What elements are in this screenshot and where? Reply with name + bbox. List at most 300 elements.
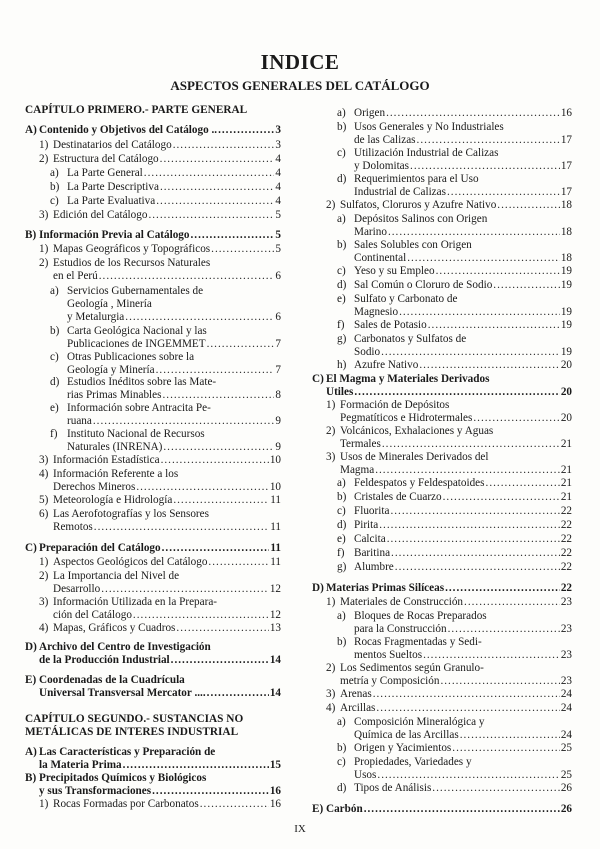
dot-leader xyxy=(156,195,274,208)
entry-title-line xyxy=(39,785,281,798)
page-ref: 19 xyxy=(560,319,572,331)
dot-leader xyxy=(440,675,559,688)
page-ref: 26 xyxy=(560,803,572,815)
entry-title-cont: Usos de Minerales Derivados del xyxy=(340,451,489,463)
dot-leader xyxy=(473,412,559,425)
entry-title-cont: Coordenadas de la Cuadrícula xyxy=(39,674,185,686)
entry-title-line xyxy=(39,654,281,667)
dot-leader xyxy=(208,556,269,569)
entry-title-cont: Depósitos Salinos con Origen xyxy=(354,213,488,225)
entry-label: c) xyxy=(50,195,59,207)
entry-title-line xyxy=(67,181,281,194)
entry-label: 4) xyxy=(39,622,49,634)
page-ref: 9 xyxy=(275,415,281,428)
entry-title-line xyxy=(39,759,281,772)
entry-label: D) xyxy=(312,582,324,594)
entry-label: d) xyxy=(337,173,347,185)
entry-title: Fluorita xyxy=(354,505,390,517)
entry-label: 2) xyxy=(326,199,336,211)
page-ref: 22 xyxy=(560,519,572,531)
dot-leader xyxy=(207,338,275,351)
dot-leader xyxy=(191,229,275,242)
entry-title: ción del Catálogo xyxy=(53,609,132,622)
dot-leader xyxy=(152,785,269,798)
entry-title: Aspectos Geológicos del Catálogo xyxy=(53,556,208,568)
entry-title-line xyxy=(354,107,572,120)
entry-title-line xyxy=(340,688,572,701)
dot-leader xyxy=(364,803,560,816)
dot-leader xyxy=(160,153,275,166)
page-ref: 22 xyxy=(560,533,572,545)
entry-title-cont: Las Aerofotografías y los Sensores xyxy=(53,508,209,520)
dot-leader xyxy=(493,279,560,292)
entry-title-cont: Carta Geológica Nacional y las xyxy=(67,325,207,337)
entry-title-cont: Usos Generales y No Industriales xyxy=(354,121,504,133)
entry-title: de la Producción Industrial xyxy=(39,654,170,667)
page-ref: 20 xyxy=(560,359,572,371)
entry-title-cont: Información Referente a los xyxy=(53,468,179,480)
dot-leader xyxy=(162,389,274,402)
entry-title-cont: Composición Mineralógica y xyxy=(354,716,485,728)
page-ref: 12 xyxy=(269,609,281,622)
dot-leader xyxy=(133,609,269,622)
entry-title-line xyxy=(67,195,281,208)
entry-title: Universal Transversal Mercator .... xyxy=(39,687,206,700)
entry-title: La Parte Evaluativa xyxy=(67,195,156,207)
page-ref: 11 xyxy=(270,556,281,568)
entry-title: Sodio xyxy=(354,346,381,359)
entry-title: Calcita xyxy=(354,533,386,545)
chapter-heading: CAPÍTULO SEGUNDO.- SUSTANCIAS NO xyxy=(25,713,244,725)
entry-label: f) xyxy=(337,319,345,331)
entry-title-cont: Archivo del Centro de Investigación xyxy=(39,641,211,653)
entry-label: 2) xyxy=(39,257,49,269)
entry-title: mentos Sueltos xyxy=(354,649,423,662)
entry-title-line xyxy=(53,583,281,596)
entry-label: 2) xyxy=(39,570,49,582)
page-ref: 11 xyxy=(270,494,281,506)
entry-title: Estructura del Catálogo xyxy=(53,153,159,165)
entry-title: Continental xyxy=(354,252,407,265)
entry-title-cont: Servicios Gubernamentales de xyxy=(67,285,204,297)
entry-title: de las Calizas xyxy=(354,134,416,147)
page-ref: 11 xyxy=(270,542,281,554)
page-ref: 10 xyxy=(269,454,281,466)
entry-label: b) xyxy=(337,742,347,754)
dot-leader xyxy=(390,505,559,518)
entry-title: Naturales (INRENA) xyxy=(67,441,163,454)
dot-leader xyxy=(163,441,274,454)
entry-title: Información Estadística xyxy=(53,454,160,466)
entry-label: C) xyxy=(25,542,37,554)
entry-title: Azufre Nativo xyxy=(354,359,419,371)
dot-leader xyxy=(410,160,560,173)
page-ref: 16 xyxy=(269,785,281,798)
entry-title-cont: El Magma y Materiales Derivados xyxy=(326,373,490,385)
entry-title: Yeso y su Empleo xyxy=(354,265,435,277)
entry-title: Magma xyxy=(340,464,375,477)
entry-label: a) xyxy=(50,167,59,179)
entry-title-line xyxy=(354,186,572,199)
page-ref: 5 xyxy=(275,229,281,241)
entry-label: c) xyxy=(337,147,346,159)
entry-title-line xyxy=(53,494,281,507)
page-subtitle: ASPECTOS GENERALES DEL CATÁLOGO xyxy=(170,78,430,93)
entry-title: Usos xyxy=(354,769,377,782)
entry-label: a) xyxy=(50,285,59,297)
dot-leader xyxy=(376,702,559,715)
entry-label: 1) xyxy=(39,139,49,151)
page-ref: 15 xyxy=(269,759,281,772)
entry-title-line xyxy=(53,609,281,622)
entry-title: Magnesio xyxy=(354,306,399,319)
entry-title: Materias Primas Silíceas xyxy=(326,582,445,594)
page-ref: 4 xyxy=(275,167,281,179)
entry-title: Edición del Catálogo xyxy=(53,209,148,221)
dot-leader xyxy=(354,386,559,399)
page-ref: 24 xyxy=(560,702,572,714)
entry-label: a) xyxy=(337,610,346,622)
dot-leader xyxy=(379,519,560,532)
entry-label: 1) xyxy=(39,243,49,255)
page-ref: 20 xyxy=(560,386,572,399)
entry-title: en el Perú xyxy=(53,270,98,283)
entry-title-cont: Estudios Inéditos sobre las Mate- xyxy=(67,376,217,388)
page-title: INDICE xyxy=(260,50,340,74)
entry-title-line xyxy=(340,596,572,609)
dot-leader xyxy=(373,688,560,701)
entry-title: Remotos xyxy=(53,521,93,534)
entry-title-line xyxy=(67,338,281,351)
entry-title: rias Primas Minables xyxy=(67,389,162,402)
entry-title-line xyxy=(354,346,572,359)
page-ref: 8 xyxy=(275,389,281,402)
entry-title-line xyxy=(53,622,281,635)
page-ref: 5 xyxy=(275,243,281,255)
page-ref: 19 xyxy=(560,346,572,359)
entry-title-line xyxy=(354,547,572,560)
dot-leader xyxy=(386,107,560,120)
entry-title: Origen y Yacimientos xyxy=(354,742,452,754)
dot-leader xyxy=(162,542,270,555)
entry-title-line xyxy=(39,124,281,137)
page-ref: 25 xyxy=(560,769,572,782)
entry-title: Mapas, Gráficos y Cuadros xyxy=(53,622,176,634)
dot-leader xyxy=(161,454,269,467)
entry-title-line xyxy=(354,477,572,490)
entry-label: 4) xyxy=(326,702,336,714)
entry-title: Meteorología e Hidrología xyxy=(53,494,173,506)
page-ref: 7 xyxy=(275,338,281,351)
entry-label: e) xyxy=(337,533,346,545)
chapter-heading: METÁLICAS DE INTERES INDUSTRIAL xyxy=(25,726,239,738)
entry-title: Baritina xyxy=(354,547,391,559)
page-ref: 21 xyxy=(560,464,572,477)
entry-title-line xyxy=(354,533,572,546)
entry-title: Tipos de Análisis xyxy=(354,782,432,794)
dot-leader xyxy=(136,481,268,494)
page-ref: 5 xyxy=(275,209,281,221)
entry-label: 2) xyxy=(326,425,336,437)
entry-label: d) xyxy=(337,782,347,794)
page-ref: 18 xyxy=(560,226,572,239)
entry-title: metría y Composición xyxy=(340,675,440,688)
dot-leader xyxy=(447,186,560,199)
entry-title: ruana xyxy=(67,415,92,428)
entry-title: y Metalurgia xyxy=(67,311,125,324)
entry-label: b) xyxy=(50,325,60,337)
entry-title: y Dolomitas xyxy=(354,160,410,173)
page-ref: 17 xyxy=(560,160,572,173)
entry-title-line xyxy=(354,491,572,504)
page-ref: 6 xyxy=(275,270,281,283)
entry-label: b) xyxy=(337,239,347,251)
entry-title: Destinatarios del Catálogo xyxy=(53,139,172,151)
entry-label: 1) xyxy=(326,399,336,411)
entry-title: Derechos Mineros xyxy=(53,481,136,494)
entry-title-line xyxy=(53,556,281,569)
page-ref: 23 xyxy=(560,623,572,636)
entry-label: 3) xyxy=(326,451,336,463)
page-ref: 17 xyxy=(560,186,572,199)
entry-title-line xyxy=(340,675,572,688)
page-ref: 25 xyxy=(560,742,572,754)
entry-title: Publicaciones de INGEMMET xyxy=(67,338,206,351)
entry-title: Alumbre xyxy=(354,561,394,573)
entry-title-line xyxy=(354,729,572,742)
page-ref: 4 xyxy=(275,195,281,207)
page-ref: 18 xyxy=(560,199,572,211)
dot-leader xyxy=(381,346,560,359)
dot-leader xyxy=(448,623,560,636)
entry-title-line xyxy=(67,311,281,324)
entry-label: d) xyxy=(337,279,347,291)
dot-leader xyxy=(375,464,560,477)
entry-title-line xyxy=(326,803,572,816)
page-ref: 24 xyxy=(560,729,572,742)
entry-label: a) xyxy=(337,716,346,728)
page-ref: 21 xyxy=(560,491,572,503)
dot-leader xyxy=(432,782,560,795)
entry-label: E) xyxy=(25,674,37,686)
entry-title-line xyxy=(53,243,281,256)
entry-title-line xyxy=(340,438,572,451)
entry-title-line xyxy=(53,139,281,152)
page-ref: 22 xyxy=(560,505,572,517)
page-ref: 22 xyxy=(560,582,572,594)
page-ref: 16 xyxy=(560,107,572,119)
entry-title-line xyxy=(340,464,572,477)
dot-leader xyxy=(173,139,275,152)
entry-label: b) xyxy=(337,636,347,648)
entry-title: Arenas xyxy=(340,688,372,700)
entry-title: Contenido y Objetivos del Catálogo .. xyxy=(39,124,218,136)
page-ref: 13 xyxy=(269,622,281,634)
entry-label: c) xyxy=(337,756,346,768)
entry-title-line xyxy=(340,199,572,212)
entry-title-line xyxy=(67,167,281,180)
entry-label: B) xyxy=(25,772,37,784)
page-ref: 11 xyxy=(270,521,281,534)
entry-label: g) xyxy=(337,561,347,573)
entry-label: 3) xyxy=(39,454,49,466)
entry-title-line xyxy=(39,687,281,700)
dot-leader xyxy=(417,134,560,147)
dot-leader xyxy=(207,687,269,700)
entry-label: 3) xyxy=(39,209,49,221)
page-ref: 24 xyxy=(560,688,572,700)
entry-title-line xyxy=(354,742,572,755)
entry-label: c) xyxy=(337,265,346,277)
entry-label: c) xyxy=(337,505,346,517)
entry-title: Desarrollo xyxy=(53,583,101,596)
entry-title: Carbón xyxy=(326,803,363,815)
page-ref: 26 xyxy=(560,782,572,794)
entry-label: 3) xyxy=(326,688,336,700)
entry-title-cont: Requerimientos para el Uso xyxy=(354,173,479,185)
entry-title-line xyxy=(39,229,281,242)
entry-label: 1) xyxy=(39,798,49,810)
dot-leader xyxy=(148,209,274,222)
entry-title-line xyxy=(354,359,572,372)
page-ref: 3 xyxy=(275,139,281,151)
entry-label: E) xyxy=(312,803,324,815)
entry-title-line xyxy=(354,769,572,782)
entry-title-line xyxy=(340,702,572,715)
dot-leader xyxy=(486,477,560,490)
entry-label: f) xyxy=(337,547,345,559)
dot-leader xyxy=(407,252,560,265)
page-ref: 23 xyxy=(560,596,572,608)
dot-leader xyxy=(460,729,560,742)
page-ref: 10 xyxy=(269,481,281,494)
entry-title-line xyxy=(340,412,572,425)
entry-label: b) xyxy=(337,121,347,133)
entry-title: Rocas Formadas por Carbonatos xyxy=(53,798,199,810)
entry-title-line xyxy=(354,319,572,332)
entry-title: Pirita xyxy=(354,519,379,531)
chapter-heading: CAPÍTULO PRIMERO.- PARTE GENERAL xyxy=(25,104,248,116)
page-ref: 18 xyxy=(560,252,572,265)
entry-title-cont: Volcánicos, Exhalaciones y Aguas xyxy=(340,425,494,437)
entry-title-line xyxy=(326,386,572,399)
entry-label: a) xyxy=(337,107,346,119)
entry-title-cont: Información Utilizada en la Prepara- xyxy=(53,596,218,608)
entry-label: d) xyxy=(50,376,60,388)
page-ref: 17 xyxy=(560,134,572,147)
entry-title-cont: Rocas Fragmentadas y Sedi- xyxy=(354,636,482,648)
entry-title-cont: Bloques de Rocas Preparados xyxy=(354,610,487,622)
page-ref: 22 xyxy=(560,547,572,559)
entry-title: La Parte General xyxy=(67,167,143,179)
dot-leader xyxy=(436,265,560,278)
entry-label: 6) xyxy=(39,508,49,520)
dot-leader xyxy=(399,306,560,319)
entry-label: 2) xyxy=(39,153,49,165)
entry-title: Industrial de Calizas xyxy=(354,186,446,199)
entry-title: la Materia Prima xyxy=(39,759,122,772)
entry-title-cont: La Importancia del Nivel de xyxy=(53,570,180,582)
dot-leader xyxy=(419,359,560,372)
entry-title: Sales de Potasio xyxy=(354,319,427,331)
entry-title: Feldespatos y Feldespatoides xyxy=(354,477,485,489)
page-ref: 23 xyxy=(560,649,572,662)
page-ref: 14 xyxy=(269,654,281,667)
page-ref: 23 xyxy=(560,675,572,688)
dot-leader xyxy=(94,521,269,534)
page-ref: 7 xyxy=(275,364,281,377)
entry-title-cont: Estudios de los Recursos Naturales xyxy=(53,257,211,269)
dot-leader xyxy=(218,124,274,137)
entry-label: h) xyxy=(337,359,347,371)
page-ref: 21 xyxy=(560,477,572,489)
entry-title-cont: Los Sedimentos según Granulo- xyxy=(340,662,484,674)
entry-label: A) xyxy=(25,746,37,758)
page-ref: 16 xyxy=(269,798,281,810)
entry-title-line xyxy=(354,623,572,636)
entry-label: a) xyxy=(337,213,346,225)
entry-title-line xyxy=(354,252,572,265)
entry-title-cont: Las Características y Preparación de xyxy=(39,746,216,758)
entry-title-cont: Sulfato y Carbonato de xyxy=(354,293,458,305)
entry-title-line xyxy=(53,209,281,222)
entry-title: Arcillas xyxy=(340,702,376,714)
entry-title-line xyxy=(53,153,281,166)
dot-leader xyxy=(428,319,560,332)
entry-title: Termales xyxy=(340,438,381,451)
entry-title-line xyxy=(53,270,281,283)
page-ref: 9 xyxy=(275,441,281,454)
entry-title: Sulfatos, Cloruros y Azufre Nativo xyxy=(340,199,497,211)
entry-title-line xyxy=(354,649,572,662)
entry-title-cont: Utilización Industrial de Calizas xyxy=(354,147,499,159)
entry-label: 3) xyxy=(39,596,49,608)
entry-title: y sus Transformaciones xyxy=(39,785,152,798)
entry-label: B) xyxy=(25,229,37,241)
entry-title: Cristales de Cuarzo xyxy=(354,491,442,503)
page-number: IX xyxy=(294,823,306,835)
entry-label: c) xyxy=(50,351,59,363)
entry-title-line xyxy=(354,226,572,239)
entry-label: f) xyxy=(50,428,58,440)
dot-leader xyxy=(93,415,275,428)
entry-title-cont: Instituto Nacional de Recursos xyxy=(67,428,205,440)
entry-label: D) xyxy=(25,641,37,653)
page-ref: 6 xyxy=(275,311,281,324)
entry-title: Marino xyxy=(354,226,387,239)
page-ref: 4 xyxy=(275,153,281,165)
entry-title-cont: Sales Solubles con Origen xyxy=(354,239,472,251)
page-ref: 21 xyxy=(560,438,572,451)
entry-title-line xyxy=(354,279,572,292)
entry-title-line xyxy=(354,561,572,574)
entry-title-line xyxy=(354,160,572,173)
entry-title-cont: Información sobre Antracita Pe- xyxy=(67,402,211,414)
entry-title-cont: Carbonatos y Sulfatos de xyxy=(354,333,467,345)
page-ref: 4 xyxy=(275,181,281,193)
dot-leader xyxy=(382,438,560,451)
entry-title-line xyxy=(354,265,572,278)
entry-title-line xyxy=(326,582,572,595)
dot-leader xyxy=(387,533,560,546)
entry-title-line xyxy=(39,542,281,555)
entry-label: b) xyxy=(337,491,347,503)
entry-title-line xyxy=(354,782,572,795)
dot-leader xyxy=(211,243,274,256)
entry-label: C) xyxy=(312,373,324,385)
entry-label: 5) xyxy=(39,494,49,506)
entry-title-cont: Precipitados Químicos y Biológicos xyxy=(39,772,207,784)
